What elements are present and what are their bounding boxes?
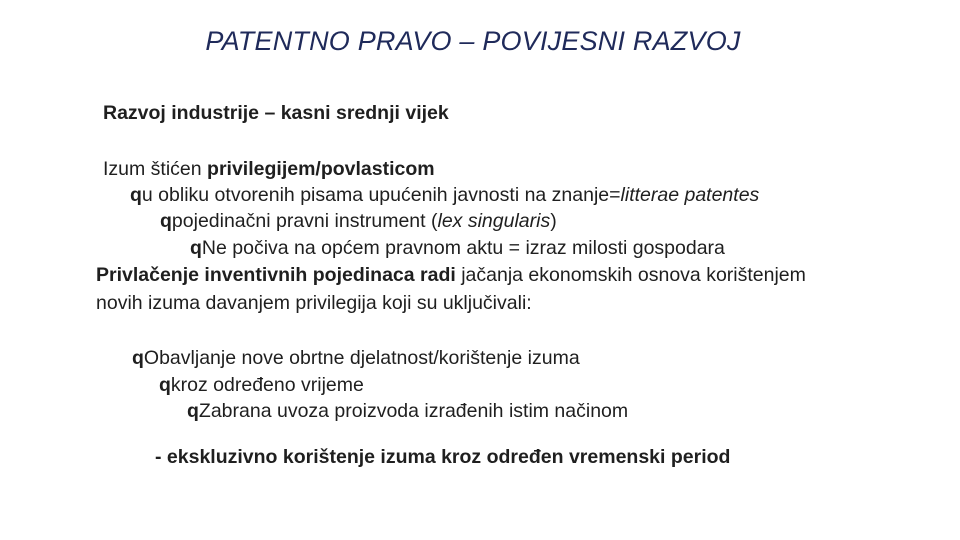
bullet-marker-icon: q — [160, 210, 172, 232]
bullet-marker-icon: q — [132, 347, 144, 369]
bullet-marker-icon: q — [130, 184, 142, 206]
slide-title: PATENTNO PRAVO – POVIJESNI RAZVOJ — [205, 26, 741, 56]
bullet-2-3: qZabrana uvoza proizvoda izrađenih istim načinom — [187, 400, 629, 422]
privlacenje-bold: Privlačenje inventivnih pojedinaca radi — [96, 264, 462, 286]
privlacenje-line-1 — [96, 263, 806, 287]
bullet-2-2: qkroz određeno vrijeme — [159, 374, 364, 396]
bullet-1-1: qu obliku otvorenih pisama upućenih javnosti na znanje=litterae patentes — [130, 184, 760, 206]
subtitle: Razvoj industrije – kasni srednji vijek — [103, 102, 449, 124]
privlacenje-rest: jačanja ekonomskih osnova korištenjem — [461, 264, 806, 286]
bullet-1-2: qpojedinačni pravni instrument (lex singularis) — [160, 210, 557, 232]
bullet-marker-icon: q — [190, 237, 202, 259]
privlacenje-line-2: novih izuma davanjem privilegija koji su uključivali: — [96, 292, 532, 314]
bullet-marker-icon: q — [187, 400, 199, 422]
conclusion: - ekskluzivno korištenje izuma kroz određen vremenski period — [155, 446, 731, 468]
izum-line — [103, 157, 435, 181]
bullet-marker-icon: q — [159, 374, 171, 396]
bullet-2-1: qObavljanje nove obrtne djelatnost/korištenje izuma — [132, 347, 580, 369]
izum-prefix: Izum štićen — [103, 158, 208, 180]
izum-bold: privilegijem/povlasticom — [207, 158, 435, 180]
bullet-1-3: qNe počiva na općem pravnom aktu = izraz milosti gospodara — [190, 237, 725, 259]
